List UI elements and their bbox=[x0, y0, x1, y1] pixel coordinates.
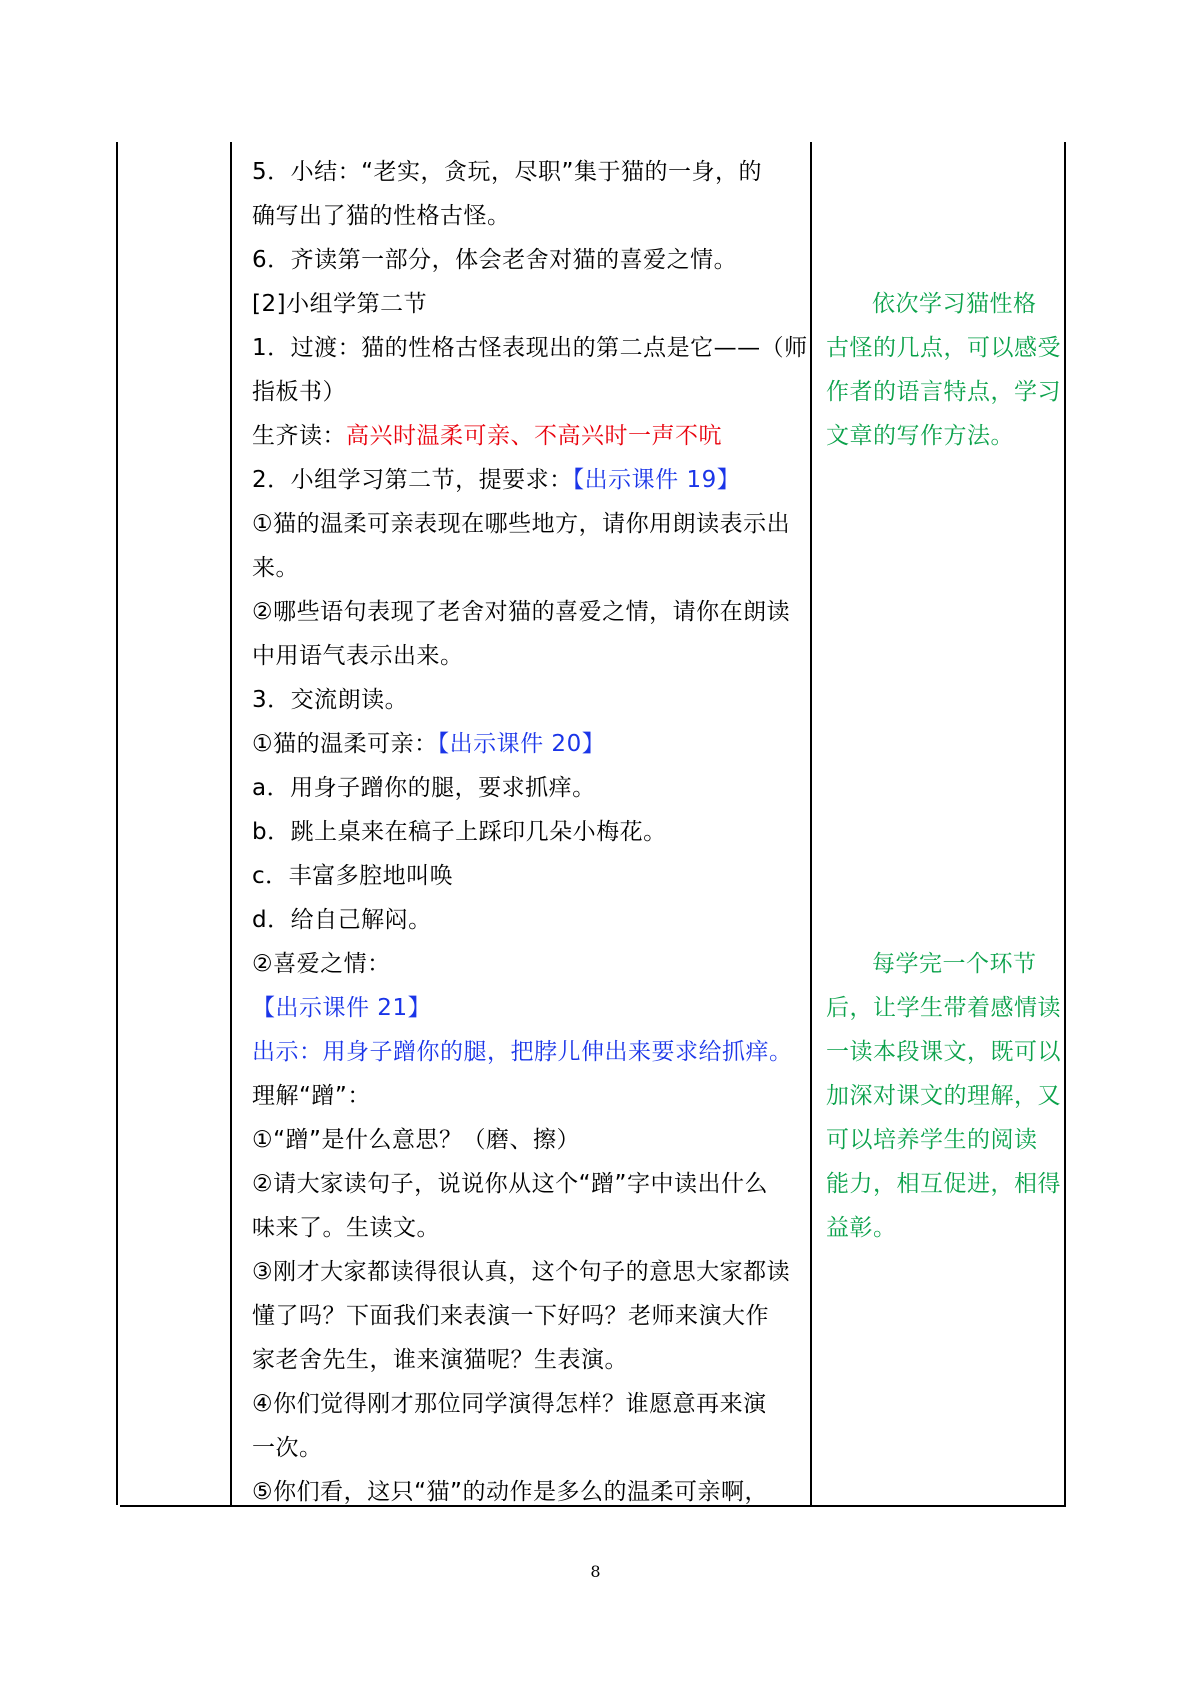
procedure-line-text: ④你们觉得刚才那位同学演得怎样？谁愿意再来演 bbox=[252, 1391, 767, 1417]
note-line: 每学完一个环节 bbox=[872, 951, 1037, 977]
procedure-line-text: 理解“蹭”： bbox=[252, 1083, 371, 1109]
procedure-line-text: 6．齐读第一部分，体会老舍对猫的喜爱之情。 bbox=[252, 247, 738, 273]
procedure-line bbox=[252, 194, 804, 238]
procedure-line-text: ⑤你们看，这只“猫”的动作是多么的温柔可亲啊， bbox=[252, 1479, 768, 1505]
note-line: 一读本段课文，既可以 bbox=[826, 1039, 1061, 1065]
procedure-line-prefix: 生齐读： bbox=[252, 423, 346, 449]
procedure-line-text: 懂了吗？下面我们来表演一下好吗？老师来演大作 bbox=[252, 1303, 769, 1329]
procedure-line bbox=[252, 634, 804, 678]
procedure-line-prefix: 2．小组学习第二节，提要求： bbox=[252, 467, 573, 493]
procedure-line bbox=[252, 1074, 804, 1118]
procedure-line bbox=[252, 414, 804, 458]
procedure-line-text: ②哪些语句表现了老舍对猫的喜爱之情，请你在朗读 bbox=[252, 599, 791, 625]
procedure-line bbox=[252, 766, 804, 810]
procedure-line bbox=[252, 502, 804, 546]
procedure-line-text: 1．过渡：猫的性格古怪表现出的第二点是它——（师 bbox=[252, 335, 808, 361]
note-line: 作者的语言特点，学习 bbox=[826, 379, 1061, 405]
procedure-line-text: 出示：用身子蹭你的腿，把脖儿伸出来要求给抓痒。 bbox=[252, 1039, 793, 1065]
procedure-line-text: 一次。 bbox=[252, 1435, 323, 1461]
procedure-line bbox=[252, 1382, 804, 1426]
procedure-line bbox=[252, 238, 804, 282]
procedure-line bbox=[252, 1470, 804, 1514]
page-number: 8 bbox=[590, 1562, 601, 1581]
procedure-line-text: 【出示课件 19】 bbox=[572, 467, 741, 493]
procedure-line-text: ①“蹭”是什么意思？（磨、擦） bbox=[252, 1127, 580, 1153]
procedure-line bbox=[252, 722, 804, 766]
note-block-2 bbox=[826, 942, 1061, 1250]
note-line: 益彰。 bbox=[826, 1215, 897, 1241]
procedure-line bbox=[252, 1118, 804, 1162]
table-border-left bbox=[116, 142, 118, 1505]
procedure-line bbox=[252, 1206, 804, 1250]
procedure-line bbox=[252, 150, 804, 194]
procedure-line bbox=[252, 678, 804, 722]
column-divider-1 bbox=[230, 142, 232, 1505]
procedure-line bbox=[252, 986, 804, 1030]
procedure-line bbox=[252, 854, 804, 898]
procedure-line-text: 【出示课件 20】 bbox=[437, 731, 606, 757]
procedure-line bbox=[252, 326, 808, 370]
procedure-line-text: a．用身子蹭你的腿，要求抓痒。 bbox=[252, 775, 596, 801]
column-divider-2 bbox=[810, 142, 812, 1505]
table-border-right bbox=[1064, 142, 1066, 1505]
procedure-line bbox=[252, 942, 804, 986]
procedure-line-text: 指板书） bbox=[252, 379, 346, 405]
procedure-line bbox=[252, 458, 804, 502]
procedure-line bbox=[252, 1250, 804, 1294]
procedure-line-text: 5．小结：“老实，贪玩，尽职”集于猫的一身，的 bbox=[252, 159, 762, 185]
note-line: 后，让学生带着感情读 bbox=[826, 995, 1061, 1021]
procedure-line bbox=[252, 898, 804, 942]
note-line: 文章的写作方法。 bbox=[826, 423, 1014, 449]
procedure-line bbox=[252, 1030, 804, 1074]
note-line: 加深对课文的理解，又 bbox=[826, 1083, 1061, 1109]
procedure-line bbox=[252, 1294, 804, 1338]
procedure-line-text: 味来了。生读文。 bbox=[252, 1215, 440, 1241]
procedure-line bbox=[252, 1426, 804, 1470]
note-line: 可以培养学生的阅读 bbox=[826, 1127, 1038, 1153]
procedure-line-text: 高兴时温柔可亲、不高兴时一声不吭 bbox=[346, 423, 722, 449]
procedure-line bbox=[252, 1338, 804, 1382]
lesson-table bbox=[120, 142, 1066, 1507]
procedure-line-text: 确写出了猫的性格古怪。 bbox=[252, 203, 511, 229]
procedure-line-text: d．给自己解闷。 bbox=[252, 907, 432, 933]
procedure-line-text: 3．交流朗读。 bbox=[252, 687, 409, 713]
procedure-line bbox=[252, 1162, 804, 1206]
procedure-line-text: 中用语气表示出来。 bbox=[252, 643, 464, 669]
procedure-line-text: ②请大家读句子，说说你从这个“蹭”字中读出什么 bbox=[252, 1171, 768, 1197]
procedure-line-text: 家老舍先生，谁来演猫呢？生表演。 bbox=[252, 1347, 628, 1373]
procedure-line-prefix: ①猫的温柔可亲： bbox=[252, 731, 438, 757]
procedure-line-text: ①猫的温柔可亲表现在哪些地方，请你用朗读表示出 bbox=[252, 511, 791, 537]
procedure-line bbox=[252, 810, 804, 854]
note-block-1 bbox=[826, 282, 1061, 458]
note-line: 能力，相互促进，相得 bbox=[826, 1171, 1061, 1197]
procedure-line-text: 来。 bbox=[252, 555, 299, 581]
procedure-line-text: b．跳上桌来在稿子上踩印几朵小梅花。 bbox=[252, 819, 667, 845]
procedure-line bbox=[252, 546, 804, 590]
procedure-line-text: 【出示课件 21】 bbox=[252, 995, 432, 1021]
procedure-line-text: ②喜爱之情： bbox=[252, 951, 391, 977]
procedure-line bbox=[252, 370, 804, 414]
procedure-line-text: [2]小组学第二节 bbox=[252, 291, 428, 317]
procedure-line-text: ③刚才大家都读得很认真，这个句子的意思大家都读 bbox=[252, 1259, 791, 1285]
note-line: 依次学习猫性格 bbox=[872, 291, 1037, 317]
procedure-line bbox=[252, 590, 804, 634]
procedure-line bbox=[252, 282, 804, 326]
note-line: 古怪的几点，可以感受 bbox=[826, 335, 1061, 361]
procedure-line-text: c．丰富多腔地叫唤 bbox=[252, 863, 454, 889]
procedure-column bbox=[252, 150, 808, 1514]
